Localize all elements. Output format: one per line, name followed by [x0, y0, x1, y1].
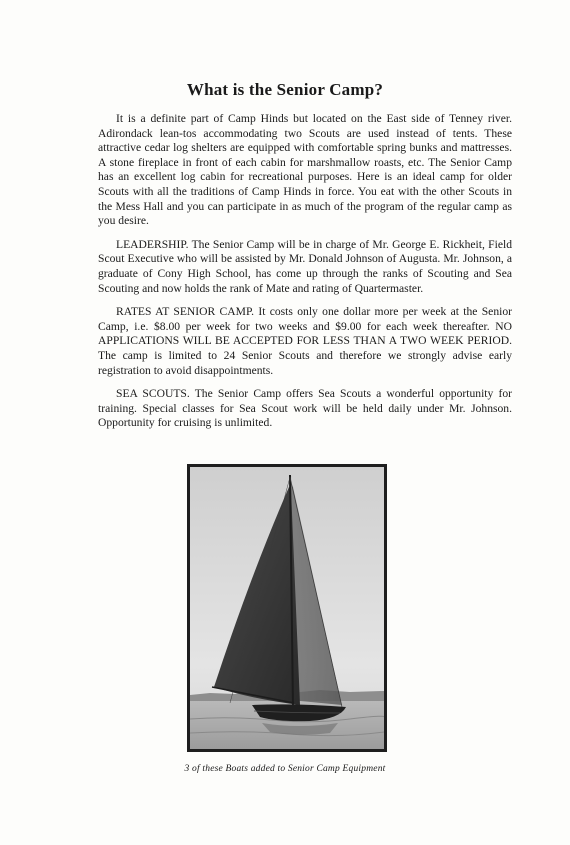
sailboat-image — [190, 467, 384, 749]
page-title: What is the Senior Camp? — [186, 80, 384, 99]
sea-scouts-paragraph: SEA SCOUTS. The Senior Camp offers Sea Scouts a wonderful opportunity for training. Special classes for Sea Scout work will be held daily under Mr. Johnson. Opportunity for cruising is unlimited. — [98, 387, 512, 430]
intro-paragraph: It is a definite part of Camp Hinds but located on the East side of Tenney river. Adirondack lean-tos accommodating two Scouts are used instead of tents. These attractive cedar log shelters are equipped with comfortable spring bunks and mattresses. A stone fireplace in front of each cabin for marshmallow roasts, etc. The Senior Camp has an excellent log cabin for recreational purposes. Here is an ideal camp for older Scouts with all the traditions of Camp Hinds in force. You eat with the other Scouts in the Mess Hall and you can participate in as much of the program of the regular camp as you desire. — [98, 112, 512, 228]
body-text — [98, 112, 512, 440]
leadership-paragraph: LEADERSHIP. The Senior Camp will be in charge of Mr. George E. Rickheit, Field Scout Executive who will be assisted by Mr. Donald Johnson of Augusta. Mr. Johnson, a graduate of Cony High School, has come up through the ranks of Scouting and Sea Scouting and now holds the rank of Mate and rating of Quartermaster. — [98, 237, 512, 295]
sailboat-photo — [187, 464, 387, 752]
rates-paragraph: RATES AT SENIOR CAMP. It costs only one dollar more per week at the Senior Camp, i.e. $8.00 per week for two weeks and $9.00 for each week thereafter. NO APPLICATIONS WILL BE ACCEPTED FOR LESS THAN A TWO WEEK PERIOD. The camp is limited to 24 Senior Scouts and therefore we strongly advise early registration to avoid disappointments. — [98, 305, 512, 377]
photo-caption: 3 of these Boats added to Senior Camp Equipment — [184, 764, 386, 774]
